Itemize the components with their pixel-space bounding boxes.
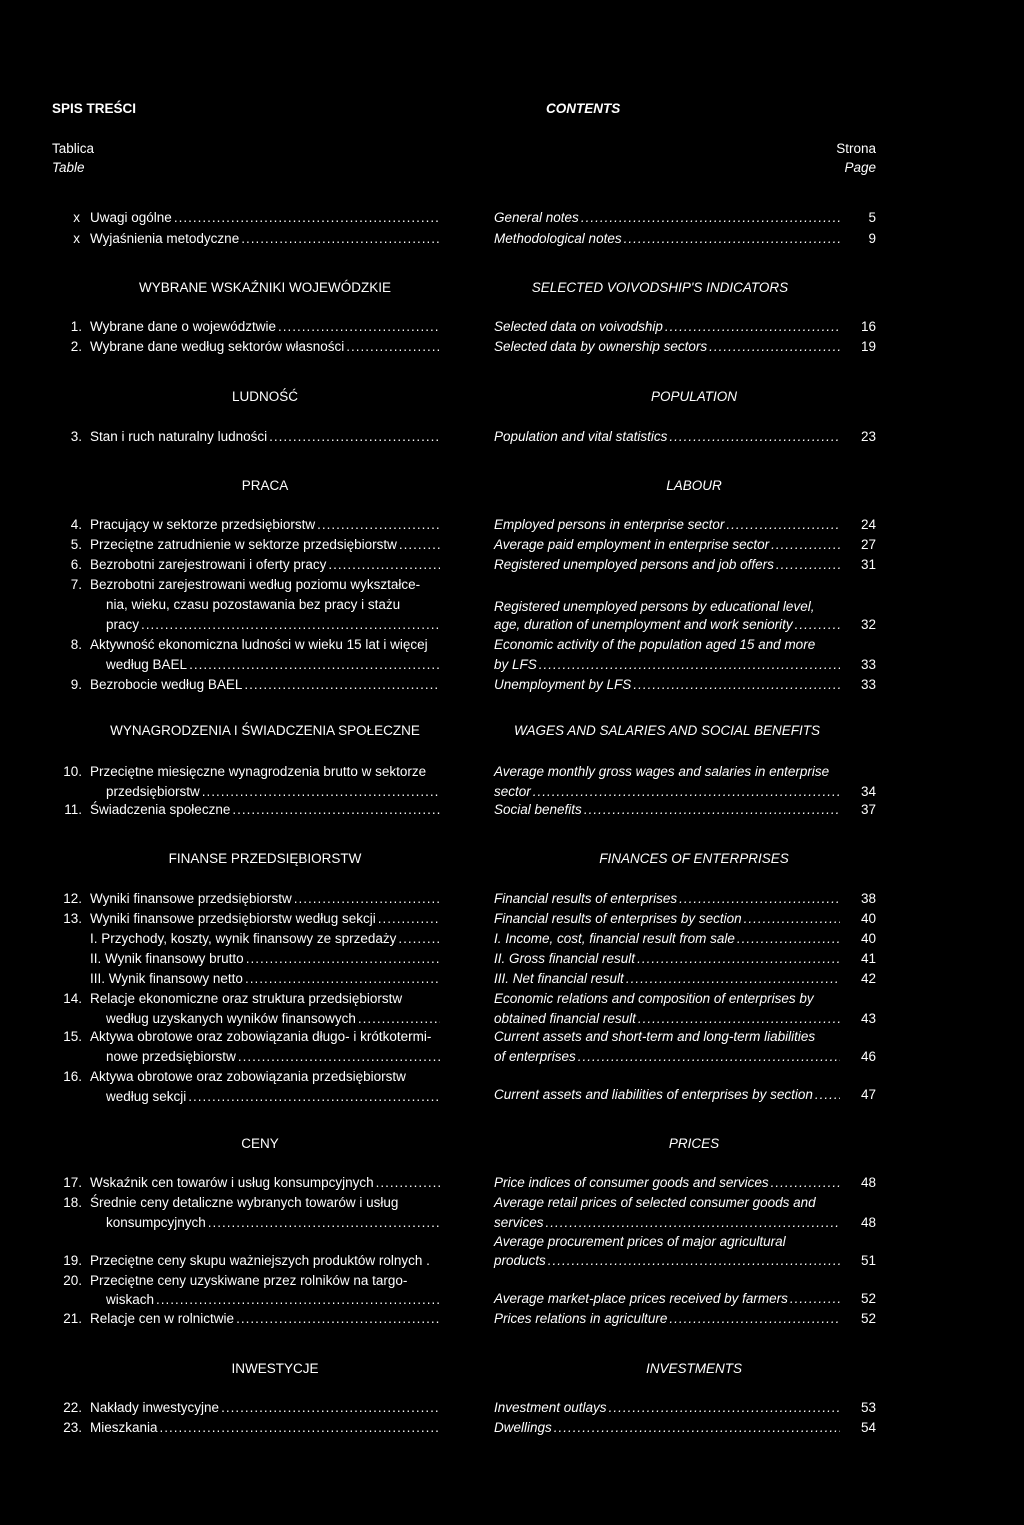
- dot-leader: [790, 1290, 840, 1308]
- entry-title-pl-line1: Aktywa obrotowe oraz zobowiązania przedsiębiorstw: [90, 1069, 406, 1084]
- entry-page: 34: [860, 784, 876, 799]
- entry-page: 33: [860, 677, 876, 692]
- entry-title-en: [494, 428, 840, 446]
- table-label-en: Table: [52, 160, 85, 175]
- entry-title-pl-text: według BAEL: [106, 657, 188, 672]
- dot-leader: [189, 656, 440, 674]
- entry-number: 17.: [63, 1175, 82, 1190]
- entry-title-pl-text: Wyniki finansowe przedsiębiorstw według sekcji: [90, 911, 376, 926]
- entry-page: 32: [860, 617, 876, 632]
- entry-title-pl: [90, 318, 440, 336]
- entry-title-en: [494, 536, 840, 554]
- entry-title-en-text: Unemployment by LFS: [494, 677, 632, 692]
- entry-title-en-text: Investment outlays: [494, 1400, 607, 1415]
- dot-leader: [269, 428, 440, 446]
- entry-title-pl-line2: [90, 1291, 440, 1309]
- entry-title-pl-text: przedsiębiorstw: [106, 784, 200, 799]
- dot-leader: [533, 783, 840, 801]
- entry-title-en-text: Financial results of enterprises: [494, 891, 678, 906]
- dot-leader: [795, 616, 840, 634]
- entry-number: 4.: [70, 517, 82, 532]
- entry-title-en: [494, 338, 840, 356]
- entry-title-en: [494, 1399, 840, 1417]
- section-heading-pl: INWESTYCJE: [231, 1361, 319, 1376]
- entry-page: 24: [860, 517, 876, 532]
- entry-title-en-text: services: [494, 1215, 544, 1230]
- entry-title-pl-text: Wskaźnik cen towarów i usług konsumpcyjnych: [90, 1175, 374, 1190]
- section-heading-en: POPULATION: [650, 389, 738, 404]
- dot-leader: [174, 209, 440, 227]
- entry-title-pl: [90, 950, 440, 968]
- entry-page: 46: [860, 1049, 876, 1064]
- entry-page: 40: [860, 911, 876, 926]
- entry-title-en-text: Selected data by ownership sectors: [494, 339, 708, 354]
- entry-number: 16.: [63, 1069, 82, 1084]
- entry-title-pl-line1: Przeciętne miesięczne wynagrodzenia brutto w sektorze: [90, 764, 427, 779]
- dot-leader: [626, 970, 840, 988]
- dot-leader: [244, 676, 440, 694]
- entry-title-pl-line1: Relacje ekonomiczne oraz struktura przedsiębiorstw: [90, 991, 403, 1006]
- entry-title-en-line1: Economic relations and composition of enterprises by: [494, 991, 814, 1006]
- entry-title-pl-text: Bezrobotni zarejestrowani i oferty pracy: [90, 557, 327, 572]
- entry-title-pl-text: nowe przedsiębiorstw: [106, 1049, 236, 1064]
- entry-page: 23: [860, 429, 876, 444]
- entry-title-en-line1: Average monthly gross wages and salaries in enterprise: [494, 764, 830, 779]
- entry-title-pl-text: Wyniki finansowe przedsiębiorstw: [90, 891, 292, 906]
- entry-page: 54: [860, 1420, 876, 1435]
- section-heading-en: SELECTED VOIVODSHIP'S INDICATORS: [531, 280, 789, 295]
- entry-page: 42: [860, 971, 876, 986]
- entry-title-en-line1: Registered unemployed persons by educational level,: [494, 599, 815, 614]
- entry-title-en-text: by LFS: [494, 657, 537, 672]
- entry-title-pl-line2: [90, 1088, 440, 1106]
- dot-leader: [202, 783, 440, 801]
- entry-title-pl-line3: [90, 616, 440, 634]
- dot-leader: [221, 1399, 440, 1417]
- entry-title-pl: Przeciętne ceny skupu ważniejszych produktów rolnych .: [90, 1253, 430, 1268]
- entry-page: 16: [860, 319, 876, 334]
- dot-leader: [709, 338, 840, 356]
- dot-leader: [546, 1214, 840, 1232]
- entry-title-pl: [90, 1310, 440, 1328]
- entry-title-pl-line2: [90, 1048, 440, 1066]
- entry-title-pl-line1: Aktywa obrotowe oraz zobowiązania długo- i krótkotermi-: [90, 1029, 432, 1044]
- entry-title-pl-line1: Bezrobotni zarejestrowani według poziomu wykształce-: [90, 577, 421, 592]
- dot-leader: [317, 516, 440, 534]
- dot-leader: [581, 209, 840, 227]
- dot-leader: [578, 1048, 840, 1066]
- entry-title-en-text: age, duration of unemployment and work seniority: [494, 617, 793, 632]
- entry-page: 5: [868, 210, 876, 225]
- dot-leader: [278, 318, 440, 336]
- entry-title-en-text: III. Net financial result: [494, 971, 624, 986]
- section-heading-pl: FINANSE PRZEDSIĘBIORSTW: [168, 851, 362, 866]
- entry-title-pl-text: wiskach: [106, 1292, 155, 1307]
- dot-leader: [328, 556, 440, 574]
- dot-leader: [548, 1252, 840, 1270]
- entry-title-en-text: Population and vital statistics: [494, 429, 668, 444]
- entry-title-en-text: Prices relations in agriculture: [494, 1311, 668, 1326]
- entry-title-en: [494, 950, 840, 968]
- entry-page: 48: [860, 1175, 876, 1190]
- dot-leader: [637, 950, 840, 968]
- entry-title-en: [494, 1086, 840, 1104]
- dot-leader: [294, 890, 440, 908]
- entry-title-pl-text: Pracujący w sektorze przedsiębiorstw: [90, 517, 316, 532]
- entry-title-en: [494, 209, 840, 227]
- entry-title-pl-line1: Średnie ceny detaliczne wybranych towarów i usług: [90, 1195, 399, 1210]
- section-heading-en: INVESTMENTS: [645, 1361, 742, 1376]
- entry-title-pl: [90, 676, 440, 694]
- entry-title-en: [494, 930, 840, 948]
- entry-title-en-text: sector: [494, 784, 531, 799]
- dot-leader: [737, 930, 840, 948]
- entry-title-pl: [90, 1399, 440, 1417]
- entry-page: 41: [860, 951, 876, 966]
- entry-title-pl: [90, 536, 440, 554]
- entry-title-pl: [90, 930, 440, 948]
- dot-leader: [633, 676, 840, 694]
- entry-title-en-line2: [494, 1214, 840, 1232]
- entry-number: x: [73, 210, 80, 225]
- table-label-pl: Tablica: [52, 141, 95, 156]
- entry-title-en-text: Current assets and liabilities of enterprises by section: [494, 1087, 813, 1102]
- entry-title-en: [494, 1174, 840, 1192]
- entry-page: 47: [860, 1087, 876, 1102]
- dot-leader: [669, 428, 840, 446]
- entry-title-pl: [90, 970, 440, 988]
- entry-title-pl-text: Mieszkania: [90, 1420, 158, 1435]
- dot-leader: [776, 556, 840, 574]
- entry-title-pl: [90, 1174, 440, 1192]
- entry-title-pl-text: według uzyskanych wyników finansowych: [106, 1011, 356, 1026]
- dot-leader: [726, 516, 840, 534]
- dot-leader: [376, 1174, 440, 1192]
- dot-leader: [584, 801, 840, 819]
- entry-title-en-text: Social benefits: [494, 802, 582, 817]
- page-label-en: Page: [844, 160, 876, 175]
- dot-leader: [246, 950, 440, 968]
- entry-page: 48: [860, 1215, 876, 1230]
- entry-number: 1.: [70, 319, 82, 334]
- entry-number: 7.: [70, 577, 82, 592]
- entry-number: 18.: [63, 1195, 82, 1210]
- entry-title-en-line1: Current assets and short-term and long-term liabilities: [494, 1029, 816, 1044]
- dot-leader: [358, 1010, 440, 1028]
- section-heading-pl: LUDNOŚĆ: [231, 389, 298, 404]
- dot-leader: [156, 1291, 440, 1309]
- entry-number: 22.: [63, 1400, 82, 1415]
- entry-title-pl-line2: [90, 1010, 440, 1028]
- entry-title-en: [494, 1310, 840, 1328]
- entry-number: 11.: [64, 802, 82, 817]
- entry-number: 5.: [70, 537, 82, 552]
- entry-title-pl-text: Wyjaśnienia metodyczne: [90, 231, 240, 246]
- entry-title-pl-text: II. Wynik finansowy brutto: [90, 951, 244, 966]
- entry-title-en-line2: [494, 1252, 840, 1270]
- entry-title-pl-text: Stan i ruch naturalny ludności: [90, 429, 268, 444]
- title-en: CONTENTS: [546, 101, 621, 116]
- dot-leader: [208, 1214, 440, 1232]
- entry-title-pl-line2: [90, 783, 440, 801]
- entry-number: 20.: [63, 1273, 82, 1288]
- entry-title-en: [494, 970, 840, 988]
- entry-title-en: [494, 230, 840, 248]
- dot-leader: [238, 1048, 440, 1066]
- entry-title-en-text: Average paid employment in enterprise sector: [494, 537, 770, 552]
- entry-number: 13.: [63, 911, 82, 926]
- section-heading-pl: PRACA: [241, 478, 289, 493]
- entry-number: x: [73, 231, 80, 246]
- entry-title-en: [494, 676, 840, 694]
- entry-title-pl-text: Wybrane dane według sektorów własności: [90, 339, 345, 354]
- entry-title-pl-line2: [90, 656, 440, 674]
- dot-leader: [679, 890, 840, 908]
- entry-title-en-line2: [494, 656, 840, 674]
- entry-number: 8.: [70, 637, 82, 652]
- entry-title-en-line2: [494, 1010, 840, 1028]
- page-label-pl: Strona: [836, 141, 876, 156]
- entry-page: 37: [860, 802, 876, 817]
- entry-title-pl: [90, 428, 440, 446]
- entry-number: 21.: [63, 1311, 82, 1326]
- entry-title-pl-text: Bezrobocie według BAEL: [90, 677, 243, 692]
- entry-page: 51: [860, 1253, 876, 1268]
- entry-title-pl-line1: Aktywność ekonomiczna ludności w wieku 15 lat i więcej: [90, 637, 428, 652]
- entry-title-pl: [90, 516, 440, 534]
- title-pl: SPIS TREŚCI: [52, 101, 137, 116]
- entry-page: 33: [860, 657, 876, 672]
- entry-title-pl-text: Przeciętne zatrudnienie w sektorze przedsiębiorstw: [90, 537, 397, 552]
- dot-leader: [188, 1088, 440, 1106]
- dot-leader: [744, 910, 840, 928]
- entry-page: 52: [860, 1291, 876, 1306]
- entry-page: 43: [860, 1011, 876, 1026]
- entry-number: 2.: [70, 339, 82, 354]
- entry-title-en: [494, 910, 840, 928]
- entry-title-pl: [90, 338, 440, 356]
- dot-leader: [160, 1419, 440, 1437]
- dot-leader: [346, 338, 440, 356]
- entry-title-en-line2: [494, 616, 840, 634]
- entry-number: 12.: [63, 891, 82, 906]
- entry-title-en-line2: [494, 783, 840, 801]
- entry-title-en: [494, 556, 840, 574]
- entry-page: 27: [860, 537, 876, 552]
- entry-title-pl-text: Relacje cen w rolnictwie: [90, 1311, 235, 1326]
- entry-number: 15.: [63, 1029, 82, 1044]
- entry-page: 38: [860, 891, 876, 906]
- entry-title-en: [494, 890, 840, 908]
- entry-title-en-text: II. Gross financial result: [494, 951, 636, 966]
- entry-title-pl: [90, 1419, 440, 1437]
- entry-title-en-text: obtained financial result: [494, 1011, 636, 1026]
- dot-leader: [554, 1419, 840, 1437]
- entry-title-en-line1: Average procurement prices of major agricultural: [494, 1234, 786, 1249]
- dot-leader: [398, 930, 440, 948]
- section-heading-en: WAGES AND SALARIES AND SOCIAL BENEFITS: [513, 723, 821, 738]
- dot-leader: [609, 1399, 840, 1417]
- entry-title-en-text: Average market-place prices received by farmers: [494, 1291, 788, 1306]
- section-heading-en: LABOUR: [666, 478, 722, 493]
- dot-leader: [815, 1086, 840, 1104]
- entry-title-pl-text: Nakłady inwestycyjne: [90, 1400, 220, 1415]
- entry-title-en-text: Selected data on voivodship: [494, 319, 663, 334]
- entry-number: 9.: [70, 677, 82, 692]
- dot-leader: [241, 230, 440, 248]
- entry-number: 23.: [63, 1420, 82, 1435]
- entry-page: 53: [860, 1400, 876, 1415]
- dot-leader: [245, 970, 440, 988]
- entry-title-en-text: Price indices of consumer goods and services: [494, 1175, 769, 1190]
- entry-number: 14.: [63, 991, 82, 1006]
- dot-leader: [539, 656, 840, 674]
- dot-leader: [638, 1010, 840, 1028]
- dot-leader: [141, 616, 440, 634]
- entry-page: 40: [860, 931, 876, 946]
- entry-title-pl-text: konsumpcyjnych: [106, 1215, 206, 1230]
- section-heading-pl: WYNAGRODZENIA I ŚWIADCZENIA SPOŁECZNE: [110, 723, 420, 738]
- entry-title-pl-text: I. Przychody, koszty, wynik finansowy ze sprzedaży: [90, 931, 397, 946]
- entry-page: 52: [860, 1311, 876, 1326]
- entry-number: 10.: [63, 764, 82, 779]
- entry-title-en: [494, 1419, 840, 1437]
- entry-title-en-text: Financial results of enterprises by section: [494, 911, 742, 926]
- entry-title-pl: [90, 910, 440, 928]
- dot-leader: [236, 1310, 440, 1328]
- dot-leader: [399, 536, 440, 554]
- section-heading-pl: CENY: [241, 1136, 279, 1151]
- entry-title-en-line1: Economic activity of the population aged 15 and more: [494, 637, 816, 652]
- entry-title-en: [494, 801, 840, 819]
- entry-title-en-text: Employed persons in enterprise sector: [494, 517, 725, 532]
- entry-title-en-text: Dwellings: [494, 1420, 552, 1435]
- entry-title-pl-line1: Przeciętne ceny uzyskiwane przez rolników na targo-: [90, 1273, 408, 1288]
- entry-title-pl-text: III. Wynik finansowy netto: [90, 971, 243, 986]
- dot-leader: [378, 910, 440, 928]
- entry-title-en-text: Methodological notes: [494, 231, 622, 246]
- entry-number: 19.: [63, 1253, 82, 1268]
- entry-title-en: [494, 318, 840, 336]
- entry-page: 19: [860, 339, 876, 354]
- entry-title-pl: [90, 556, 440, 574]
- dot-leader: [771, 536, 840, 554]
- entry-title-en-line1: Average retail prices of selected consumer goods and: [494, 1195, 816, 1210]
- entry-title-pl-line2: nia, wieku, czasu pozostawania bez pracy i stażu: [106, 597, 401, 612]
- dot-leader: [232, 801, 440, 819]
- section-heading-en: PRICES: [668, 1136, 720, 1151]
- entry-title-pl: [90, 890, 440, 908]
- entry-title-en-text: of enterprises: [494, 1049, 576, 1064]
- section-heading-en: FINANCES OF ENTERPRISES: [599, 851, 789, 866]
- entry-page: 9: [868, 231, 876, 246]
- entry-page: 31: [860, 557, 876, 572]
- entry-title-pl-line2: [90, 1214, 440, 1232]
- entry-title-en-line2: [494, 1048, 840, 1066]
- entry-title-pl: [90, 801, 440, 819]
- entry-title-en: [494, 1290, 840, 1308]
- entry-title-pl-text: według sekcji: [106, 1089, 187, 1104]
- dot-leader: [669, 1310, 840, 1328]
- entry-title-en-text: products: [494, 1253, 546, 1268]
- dot-leader: [665, 318, 840, 336]
- entry-title-en-text: General notes: [494, 210, 579, 225]
- entry-number: 6.: [70, 557, 82, 572]
- entry-title-pl-text: pracy: [106, 617, 140, 632]
- entry-number: 3.: [70, 429, 82, 444]
- dot-leader: [624, 230, 840, 248]
- entry-title-en: [494, 516, 840, 534]
- entry-title-pl: [90, 230, 440, 248]
- entry-title-pl: [90, 209, 440, 227]
- entry-title-pl-text: Świadczenia społeczne: [90, 802, 231, 817]
- entry-title-pl-text: Uwagi ogólne: [90, 210, 172, 225]
- entry-title-en-text: I. Income, cost, financial result from sale: [494, 931, 735, 946]
- section-heading-pl: WYBRANE WSKAŹNIKI WOJEWÓDZKIE: [138, 280, 391, 295]
- entry-title-en-text: Registered unemployed persons and job offers: [494, 557, 774, 572]
- dot-leader: [771, 1174, 840, 1192]
- entry-title-pl-text: Wybrane dane o województwie: [90, 319, 276, 334]
